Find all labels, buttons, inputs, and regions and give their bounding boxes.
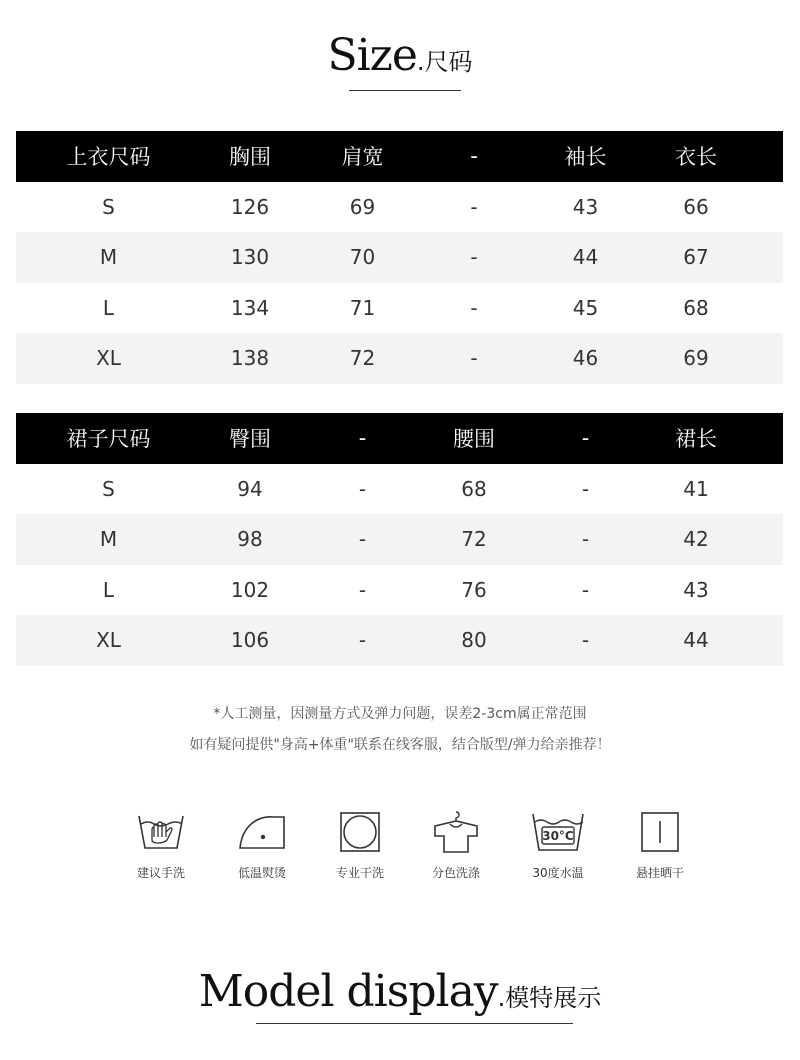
size-title-latin: Size [327,30,417,81]
table-cell: 76 [461,577,487,602]
table-cell: 67 [683,245,709,270]
table-cell: XL [96,346,121,371]
table-cell: 66 [683,194,709,219]
table-cell: 72 [461,527,487,552]
table-cell: 44 [683,628,709,653]
table-cell: - [581,527,590,552]
table-cell: 69 [683,346,709,371]
table-cell: 80 [461,628,487,653]
skirt-header-length: 裙长 [675,427,717,452]
table-row [16,333,783,384]
care-item-hand-wash [111,810,211,881]
table-cell: 98 [237,527,263,552]
note-line-2: 如有疑问提供"身高+体重"联系在线客服，结合版型/弹力给亲推荐！ [189,737,611,753]
skirt-header-hip: 臀围 [229,427,271,452]
table-cell: 72 [349,346,376,371]
table-cell: 45 [572,295,599,320]
model-title-latin: Model display [198,966,498,1017]
top-header-empty: - [470,144,478,169]
table-cell: M [99,527,118,552]
table-row [16,514,783,565]
table-cell: - [470,295,478,320]
table-row [16,565,783,616]
table-cell: - [581,476,590,501]
separate-wash-icon [431,810,481,854]
table-cell: 106 [230,628,270,653]
measurement-notes [0,699,800,761]
table-cell: 102 [230,577,270,602]
table-cell: S [102,194,115,219]
dry-clean-icon [338,810,382,854]
care-label: 悬挂晒干 [635,866,684,880]
table-cell: 130 [230,245,270,270]
model-display-title [0,966,800,1017]
table-cell: L [102,295,115,320]
table-row [16,464,783,515]
table-cell: 43 [572,194,599,219]
table-cell: - [358,577,367,602]
table-cell: - [470,245,478,270]
table-row [16,615,783,666]
top-header-chest: 胸围 [229,145,271,170]
care-item-wash-30 [508,810,608,881]
skirt-header-empty-2: - [581,426,590,451]
table-cell: S [102,476,115,501]
table-cell: 134 [230,295,270,320]
table-cell: M [99,245,118,270]
top-table-header [16,131,783,182]
size-title-underline [349,90,461,91]
table-cell: L [102,577,115,602]
top-header-size: 上衣尺码 [66,145,151,170]
skirt-table-header [16,413,783,464]
care-item-dry-clean [310,810,410,881]
care-label: 专业干洗 [335,866,384,880]
skirt-header-size: 裙子尺码 [66,427,151,452]
top-header-length: 衣长 [675,145,717,170]
table-cell: - [358,628,367,653]
table-cell: 69 [349,194,376,219]
care-instructions [0,810,800,890]
size-title [0,30,800,81]
care-label: 30度水温 [532,866,584,880]
care-label: 低温熨烫 [237,866,286,880]
hang-dry-icon [638,810,682,854]
table-cell: 46 [572,346,599,371]
table-cell: 126 [230,194,270,219]
care-label: 建议手洗 [136,866,185,880]
table-row [16,232,783,283]
top-header-shoulder: 肩宽 [341,145,384,170]
top-header-sleeve: 袖长 [564,145,607,170]
iron-low-icon [237,810,287,854]
model-title-underline [256,1023,573,1024]
care-item-hang-dry [610,810,710,881]
table-cell: 43 [683,577,709,602]
table-cell: 68 [683,295,709,320]
table-cell: - [581,577,590,602]
table-cell: 70 [349,245,376,270]
skirt-header-waist: 腰围 [453,427,495,452]
skirt-header-empty-1: - [358,426,367,451]
size-title-cn: .尺码 [416,48,473,76]
table-cell: - [470,346,478,371]
care-item-iron [212,810,312,881]
table-cell: - [470,194,478,219]
table-cell: 44 [572,245,599,270]
table-cell: - [358,527,367,552]
skirt-size-table [16,413,783,666]
hand-wash-icon [136,810,186,854]
table-cell: 68 [461,476,487,501]
care-label: 分色洗涤 [431,866,480,880]
table-cell: 41 [683,476,709,501]
wash-30-icon [530,810,586,854]
top-size-table [16,131,783,384]
table-cell: - [581,628,590,653]
note-line-1: *人工测量，因测量方式及弹力问题，误差2-3cm属正常范围 [213,706,587,722]
table-cell: 71 [349,295,376,320]
table-cell: - [358,476,367,501]
table-row [16,283,783,334]
care-item-separate-wash [406,810,506,881]
model-title-cn: .模特展示 [497,984,602,1012]
table-cell: XL [96,628,121,653]
wash-temp-label: 30°C [542,829,574,843]
table-row [16,182,783,233]
table-cell: 94 [237,476,263,501]
table-cell: 138 [230,346,270,371]
table-cell: 42 [683,527,709,552]
